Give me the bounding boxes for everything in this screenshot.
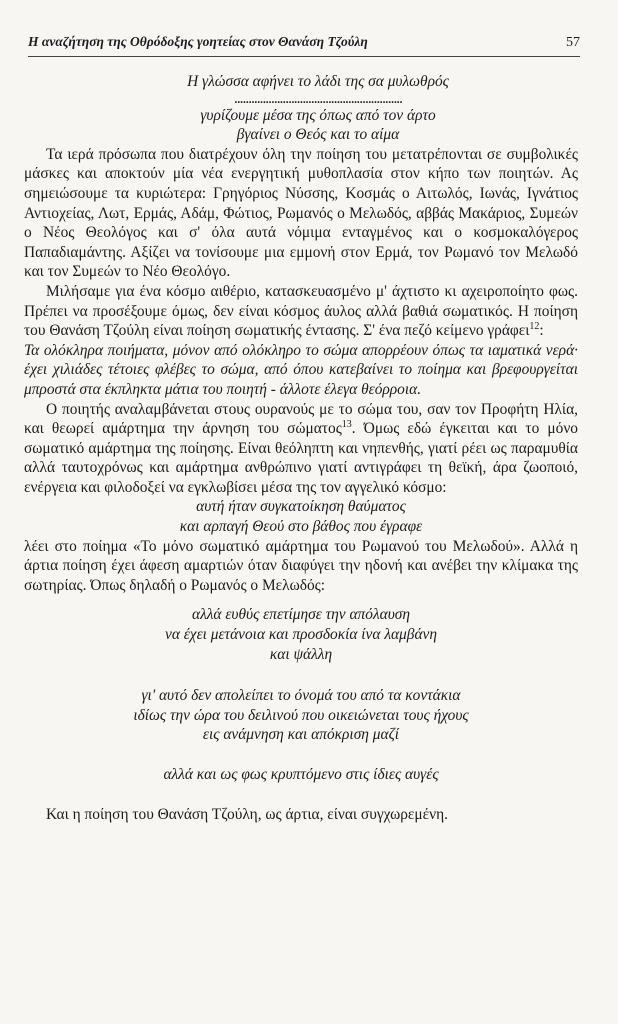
epigraph-ellipsis: ........................................................... <box>233 89 402 107</box>
spacer <box>24 664 578 686</box>
spacer <box>24 595 578 605</box>
paragraph-4: λέει στο ποίημα «Το μόνο σωματικό αμάρτημα του Ρωμανού του Μελωδού». Αλλά η άρτια ποίηση έχει άφεση αμαρτιών όταν διαφύγει την ηδονή και ανέβει την κλίμακα της σωτηρίας. Όπως δηλαδή ο Ρωμανός ο Μελωδός: <box>24 537 578 594</box>
spacer <box>24 745 578 765</box>
verse-3-line-3: εις ανάμνηση και απόκριση μαζί <box>202 726 400 744</box>
epigraph-line-2: γυρίζουμε μέσα της όπως από τον άρτο <box>200 106 436 124</box>
header-rule <box>28 56 580 57</box>
verse-1-line-2: και αρπαγή Θεού στο βάθος που έγραφε <box>179 518 423 536</box>
verse-2-line-1: αλλά ευθύς επετίμησε την απόλαυση <box>191 606 410 624</box>
epigraph-line-3: βγαίνει ο Θεός και το αίμα <box>236 126 400 144</box>
paragraph-1: Τα ιερά πρόσωπα που διατρέχουν όλη την ποίηση του μετατρέπονται σε συμβολικές μάσκες και αποκτούν μία νέα ενεργητική μυθοπλασία στον κήπο των ποιητών. Ας σημειώσουμε τα κυριώτερα: Γρηγόριος Νύσσης, Κοσμάς ο Αιτωλός, Ιωνάς, Ιγνάτιος Αντιοχείας, Λωτ, Ερμάς, Αδάμ, Φώτιος, Ρωμανός ο Μελωδός, αββάς Μακάριος, Συμεών ο Νέος Θεολόγος και σ' όλα αυτά νόμιμα ενταγμένος και ο κοσμοκαλόγερος Παπαδιαμάντης. Αξίζει να τονίσουμε μια εμμονή στον Ερμά, τον Ρωμανό τον Μελωδό και τον Συμεών το Νέο Θεολόγο. <box>24 145 578 281</box>
spacer <box>24 785 578 805</box>
paragraph-3-text-b: . Όμως εδώ έγκειται και το μόνο σωματικό αμάρτημα της ποίησης. Είναι θεόληπτη και νηπενθής, γιατί ρέει ως παραμυθία αλλά ταυτοχρόνως και αμάρτημα ανθρώπινο γιατί αντιγράφει τη θεϊκή, άρα ζωοποιό, ενέργεια και φιλοδοξεί να εγκλωβίσει μέσα της τον αγγελικό κόσμο: <box>24 420 578 496</box>
verse-2-line-2: να έχει μετάνοια και προσδοκία ίνα λαμβάνη <box>164 626 437 644</box>
paragraph-3 <box>24 400 578 498</box>
page-body <box>24 72 578 824</box>
paragraph-2-colon: : <box>539 322 544 340</box>
block-quote: Τα ολόκληρα ποιήματα, μόνον από ολόκληρο το σώμα απορρέουν όπως τα ιαματικά νερά· έχει χιλιάδες τέτοιες φλέβες το σώμα, από όπου κατεβαίνει το ποίημα και βρεφουργείται μπροστά στα έκπληκτα μάτια του ποιητή - άλλοτε έλεγα θεόρροια. <box>24 341 578 398</box>
verse-4-line-1: αλλά και ως φως κρυπτόμενο στις ίδιες αυγές <box>163 766 439 783</box>
verse-1-line-1: αυτή ήταν συγκατοίκηση θαύματος <box>196 498 406 516</box>
page-number: 57 <box>566 35 580 50</box>
verse-2-line-3: και ψάλλη <box>269 645 333 663</box>
paragraph-2-text: Μιλήσαμε για ένα κόσμο αιθέριο, κατασκευασμένο μ' άχτιστο κι αχειροποίητο φως. Πρέπει να προσέξουμε όμως, δεν είναι κόσμος άυλος αλλά βαθιά σωματικός. Η ποίηση του Θανάση Τζούλη είναι ποίηση σωματικής έντασης. Σ' ένα πεζό κείμενο γράφει <box>24 282 578 340</box>
running-title: Η αναζήτηση της Οθρόδοξης γοητείας στον Θανάση Τζούλη <box>28 34 368 49</box>
verse-3-line-1: γι' αυτό δεν απολείπει το όνομά του από τα κοντάκια <box>141 687 461 705</box>
footnote-ref-12: 12 <box>529 321 540 332</box>
verse-3-line-2: ιδίως την ώρα του δειλινού που οικειώνεται τους ήχους <box>133 706 469 724</box>
running-header <box>28 34 580 51</box>
footnote-ref-13: 13 <box>341 418 352 430</box>
epigraph-line-1: Η γλώσσα αφήνει το λάδι της σα μυλωθρός <box>187 73 449 90</box>
closing-sentence: Και η ποίηση του Θανάση Τζούλη, ως άρτια, είναι συγχωρεμένη. <box>46 805 448 823</box>
paragraph-3-text-a: Ο ποιητής αναλαμβάνεται στους ουρανούς με το σώμα του, σαν τον Προφήτη Ηλία, και θεωρεί αμάρτημα την άρνηση του σώματος <box>24 400 578 438</box>
paragraph-2 <box>24 282 578 341</box>
